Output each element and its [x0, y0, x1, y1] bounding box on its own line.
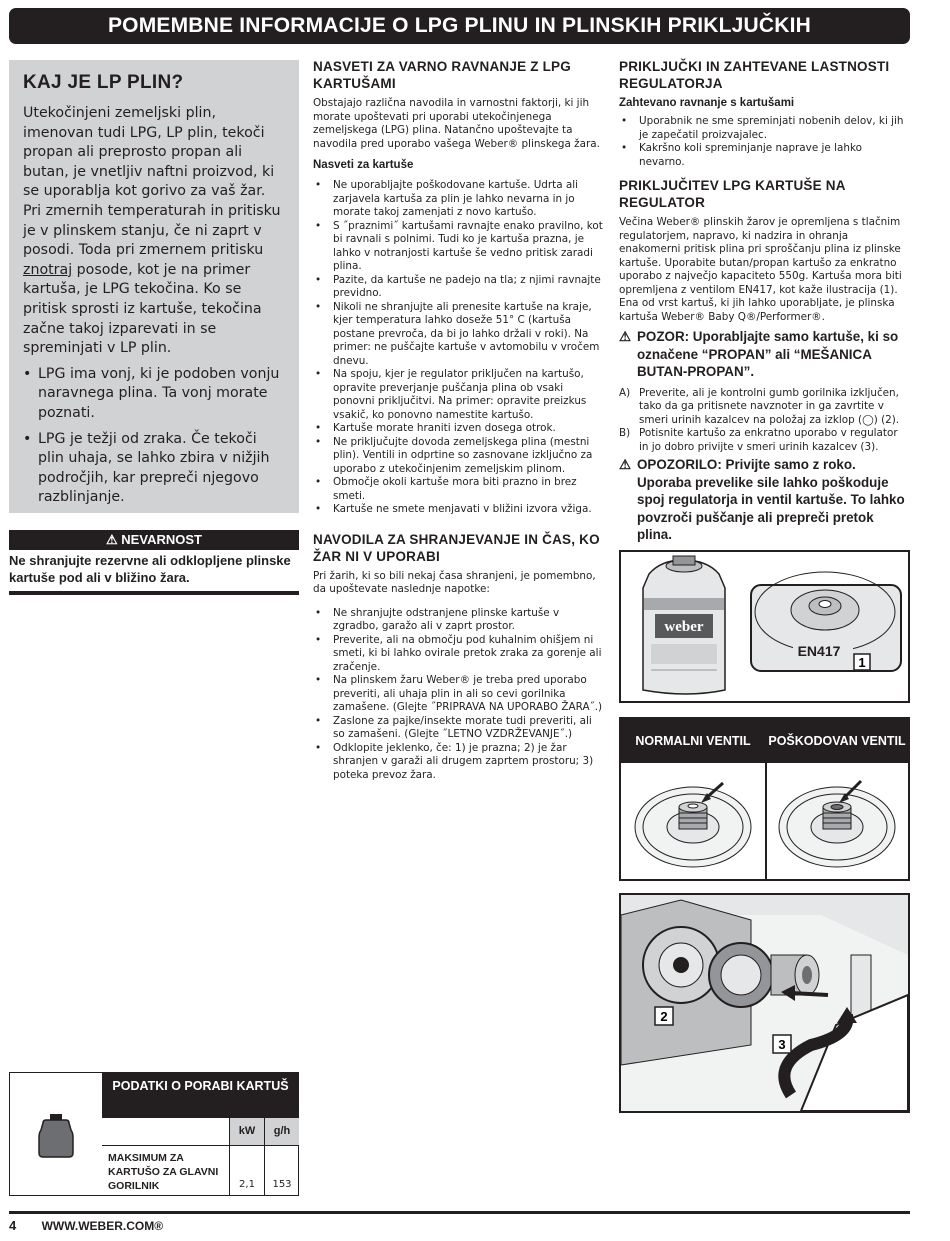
cartridge-tips-heading: Nasveti za kartuše	[313, 159, 414, 171]
lp-gas-heading: KAJ JE LP PLIN?	[23, 72, 184, 93]
en417-valve-closeup	[751, 572, 901, 671]
warning-triangle-icon: ⚠	[619, 457, 632, 472]
page-title: POMEMBNE INFORMACIJE O LPG PLINU IN PLINSKIH PRIKLJUČKIH	[9, 8, 910, 44]
warning-triangle-icon: ⚠	[619, 329, 632, 344]
can-brand-text: weber	[664, 619, 704, 635]
connections-list	[619, 115, 910, 169]
list-item: • Kakršno koli spreminjanje naprave je lahko nevarno.	[619, 142, 910, 169]
list-item: • S ˝praznimi˝ kartušami ravnajte enako pravilno, kot bi ravnali s polnimi. Tudi ko je kartuša prazna, je lahko v notranjosti kartuše še vedno pritisk zaradi plina.	[313, 220, 605, 274]
consumption-grid	[102, 1117, 299, 1195]
connections-heading: PRIKLJUČKI IN ZAHTEVANE LASTNOSTI REGULATORJA	[619, 59, 890, 91]
callout-1: 1	[858, 655, 866, 670]
list-item: • Kartuše morate hraniti izven dosega otrok.	[313, 422, 605, 436]
page-number: 4	[9, 1218, 17, 1233]
list-item: • Odklopite jeklenko, če: 1) je prazna; 2) je žar shranjen v garaži ali drugem zaprtem prostoru; 3) poteka prevoz žara.	[313, 742, 605, 783]
regulator-connection-illustration	[619, 893, 910, 1113]
callout-3: 3	[778, 1037, 786, 1052]
step-item: A) Preverite, ali je kontrolni gumb gorilnika izključen, tako da ga pritisnete navznoter in ga zavrtite v smeri urinih kazalcev na položaj za izklop (◯) (2).	[619, 386, 900, 426]
danger-label: ⚠ NEVARNOST	[9, 530, 299, 550]
cartridge-tips-list	[313, 179, 605, 517]
required-handling-heading: Zahtevano ravnanje s kartušami	[619, 97, 795, 109]
connection-steps	[619, 387, 910, 455]
gas-cartridge-icon	[10, 1073, 102, 1195]
middle-column	[313, 58, 605, 782]
damaged-valve-image	[779, 781, 895, 867]
storage-heading: NAVODILA ZA SHRANJEVANJE IN ČAS, KO ŽAR NI V UPORABI	[313, 531, 600, 564]
footer-divider	[9, 1211, 910, 1214]
valve-comparison	[619, 717, 910, 881]
lp-gas-intro: Utekočinjeni zemeljski plin, imenovan tudi LPG, LP plin, tekoči propan ali preprosto propan ali butan, je vnetljiv naftni proizvod, ki se uporablja kot gorivo za vaš žar. Pri zmernih temperaturah in pritisku je v plinskem stanju, če ni zaprt v posodi. Toda pri zmernem pritisku znotraj posode, kot je na primer kartuša, je LPG tekočina. Ko se pritisk sprosti iz kartuše, tekočina začne takoj izparevati in se spreminjati v LP plin.	[23, 105, 281, 357]
footer-link[interactable]: WWW.WEBER.COM®	[41, 1219, 164, 1233]
column-header-kw: kW	[229, 1117, 264, 1145]
lp-gas-bullet: • LPG ima vonj, ki je podoben vonju naravnega plina. Ta vonj morate poznati.	[23, 365, 285, 424]
cartridge-illustration	[619, 550, 910, 703]
empty-cell	[102, 1117, 229, 1145]
danger-text: Ne shranjujte rezervne ali odklopljene plinske kartuše pod ali v bližino žara.	[9, 553, 291, 585]
gh-value: 153	[264, 1145, 299, 1195]
list-item: • Zaslone za pajke/insekte morate tudi preveriti, ali so zamašeni. (Glejte ˝LETNO VZDRŽEVANJE˝.)	[313, 715, 605, 742]
normal-valve-label: NORMALNI VENTIL	[621, 719, 765, 763]
divider	[9, 591, 299, 595]
safe-handling-heading: NASVETI ZA VARNO RAVNANJE Z LPG KARTUŠAMI	[313, 59, 571, 91]
list-item: • Uporabnik ne sme spreminjati nobenih delov, ki jih je zapečatil proizvajalec.	[619, 115, 910, 142]
kw-value: 2,1	[229, 1145, 264, 1195]
row-label: MAKSIMUM ZA KARTUŠO ZA GLAVNI GORILNIK	[102, 1145, 229, 1195]
damaged-valve-label: POŠKODOVAN VENTIL	[766, 719, 908, 763]
storage-intro: Pri žarih, ki so bili nekaj časa shranjeni, je pomembno, da upoštevate naslednje napotke:	[313, 569, 596, 595]
consumption-table	[9, 1072, 299, 1196]
list-item: • Ne shranjujte odstranjene plinske kartuše v zgradbo, garažo ali v zaprt prostor.	[313, 607, 605, 634]
safe-handling-intro: Obstajajo različna navodila in varnostni faktorji, ki jih morate upoštevati pri uporabi utekočinjenega zemeljskega (LPG) plina. Natančno upoštevajte ta navodila pred uporabo vašega Weber® plinskega žara.	[313, 97, 600, 150]
storage-list	[313, 607, 605, 783]
callout-2: 2	[660, 1009, 668, 1024]
column-header-gh: g/h	[264, 1117, 299, 1145]
valve-label: EN417	[797, 643, 841, 659]
normal-valve-image	[635, 783, 751, 867]
list-item: • Na plinskem žaru Weber® je treba pred uporabo preveriti, ali uhaja plin in ali so cevi gorilnika zamašene. (Glejte ˝PRIPRAVA NA UPORABO ŽARA˝.)	[313, 674, 605, 715]
lp-gas-info-box	[9, 60, 299, 513]
list-item: • Na spoju, kjer je regulator priključen na kartušo, opravite preverjanje puščanja plina ob vsaki ponovni priključitvi. Na primer: opravite preizkus vsakič, ko ponovno namestite kartušo.	[313, 368, 605, 422]
step-item: B) Potisnite kartušo za enkratno uporabo v regulator in jo dobro privijte v smeri urinih kazalcev (3).	[619, 427, 898, 453]
connecting-heading: PRIKLJUČITEV LPG KARTUŠE NA REGULATOR	[619, 178, 846, 210]
list-item: • Pazite, da kartuše ne padejo na tla; z njimi ravnajte previdno.	[313, 274, 605, 301]
list-item: • Nikoli ne shranjujte ali prenesite kartuše na kraje, kjer temperatura lahko doseže 51° C (kartuša postane prevroča, da bi jo lahko držali v roki). Na primer: ne puščajte kartuše v avtomobilu v vročem dnevu.	[313, 301, 605, 369]
right-column	[619, 58, 910, 544]
consumption-title: PODATKI O PORABI KARTUŠ	[102, 1073, 299, 1117]
lp-gas-bullet: • LPG je težji od zraka. Če tekoči plin uhaja, se lahko zbira v nižjih področjih, kar prepreči njegovo razblinjanje.	[23, 430, 285, 508]
connecting-intro: Večina Weber® plinskih žarov je opremljena s tlačnim regulatorjem, napravo, ki nadzira in ohranja enakomerni pritisk plina pri sproščanju plina iz plinske kartuše. Uporabite butan/propan kartušo za enkratno uporabo z največjo kapaciteto 550g. Kartuša mora biti opremljena z ventilom EN417, kot kaže ilustracija (1). Ena od vrst kartuš, ki jih lahko uporabljate, je plinska kartuša Weber® Baby Q®/Performer®.	[619, 216, 902, 323]
list-item: • Ne uporabljajte poškodovane kartuše. Udrta ali zarjavela kartuša za plin je lahko nevarna in jo morate takoj zamenjati z novo kartušo.	[313, 179, 605, 220]
footer	[9, 1218, 163, 1233]
gas-can-image	[643, 556, 725, 694]
caution-note: ⚠ POZOR: Uporabljajte samo kartuše, ki so označene “PROPAN” ali “MEŠANICA BUTAN-PROPAN”.	[619, 329, 899, 379]
list-item: • Območje okoli kartuše mora biti prazno in brez smeti.	[313, 476, 605, 503]
warning-note: ⚠ OPOZORILO: Privijte samo z roko. Uporaba prevelike sile lahko poškoduje spoj regulatorja in ventil kartuše. To lahko povzroči puščanje ali prepreči pretok plina.	[619, 457, 905, 542]
list-item: • Ne priključujte dovoda zemeljskega plina (mestni plin). Ventili in odprtine so zasnovane izključno za uporabo z utekočinjenim zemeljskim plinom.	[313, 436, 605, 477]
list-item: • Kartuše ne smete menjavati v bližini izvora vžiga.	[313, 503, 605, 517]
list-item: • Preverite, ali na območju pod kuhalnim ohišjem ni smeti, ki bi lahko ovirale pretok zraka za gorenje ali zračenje.	[313, 634, 605, 675]
